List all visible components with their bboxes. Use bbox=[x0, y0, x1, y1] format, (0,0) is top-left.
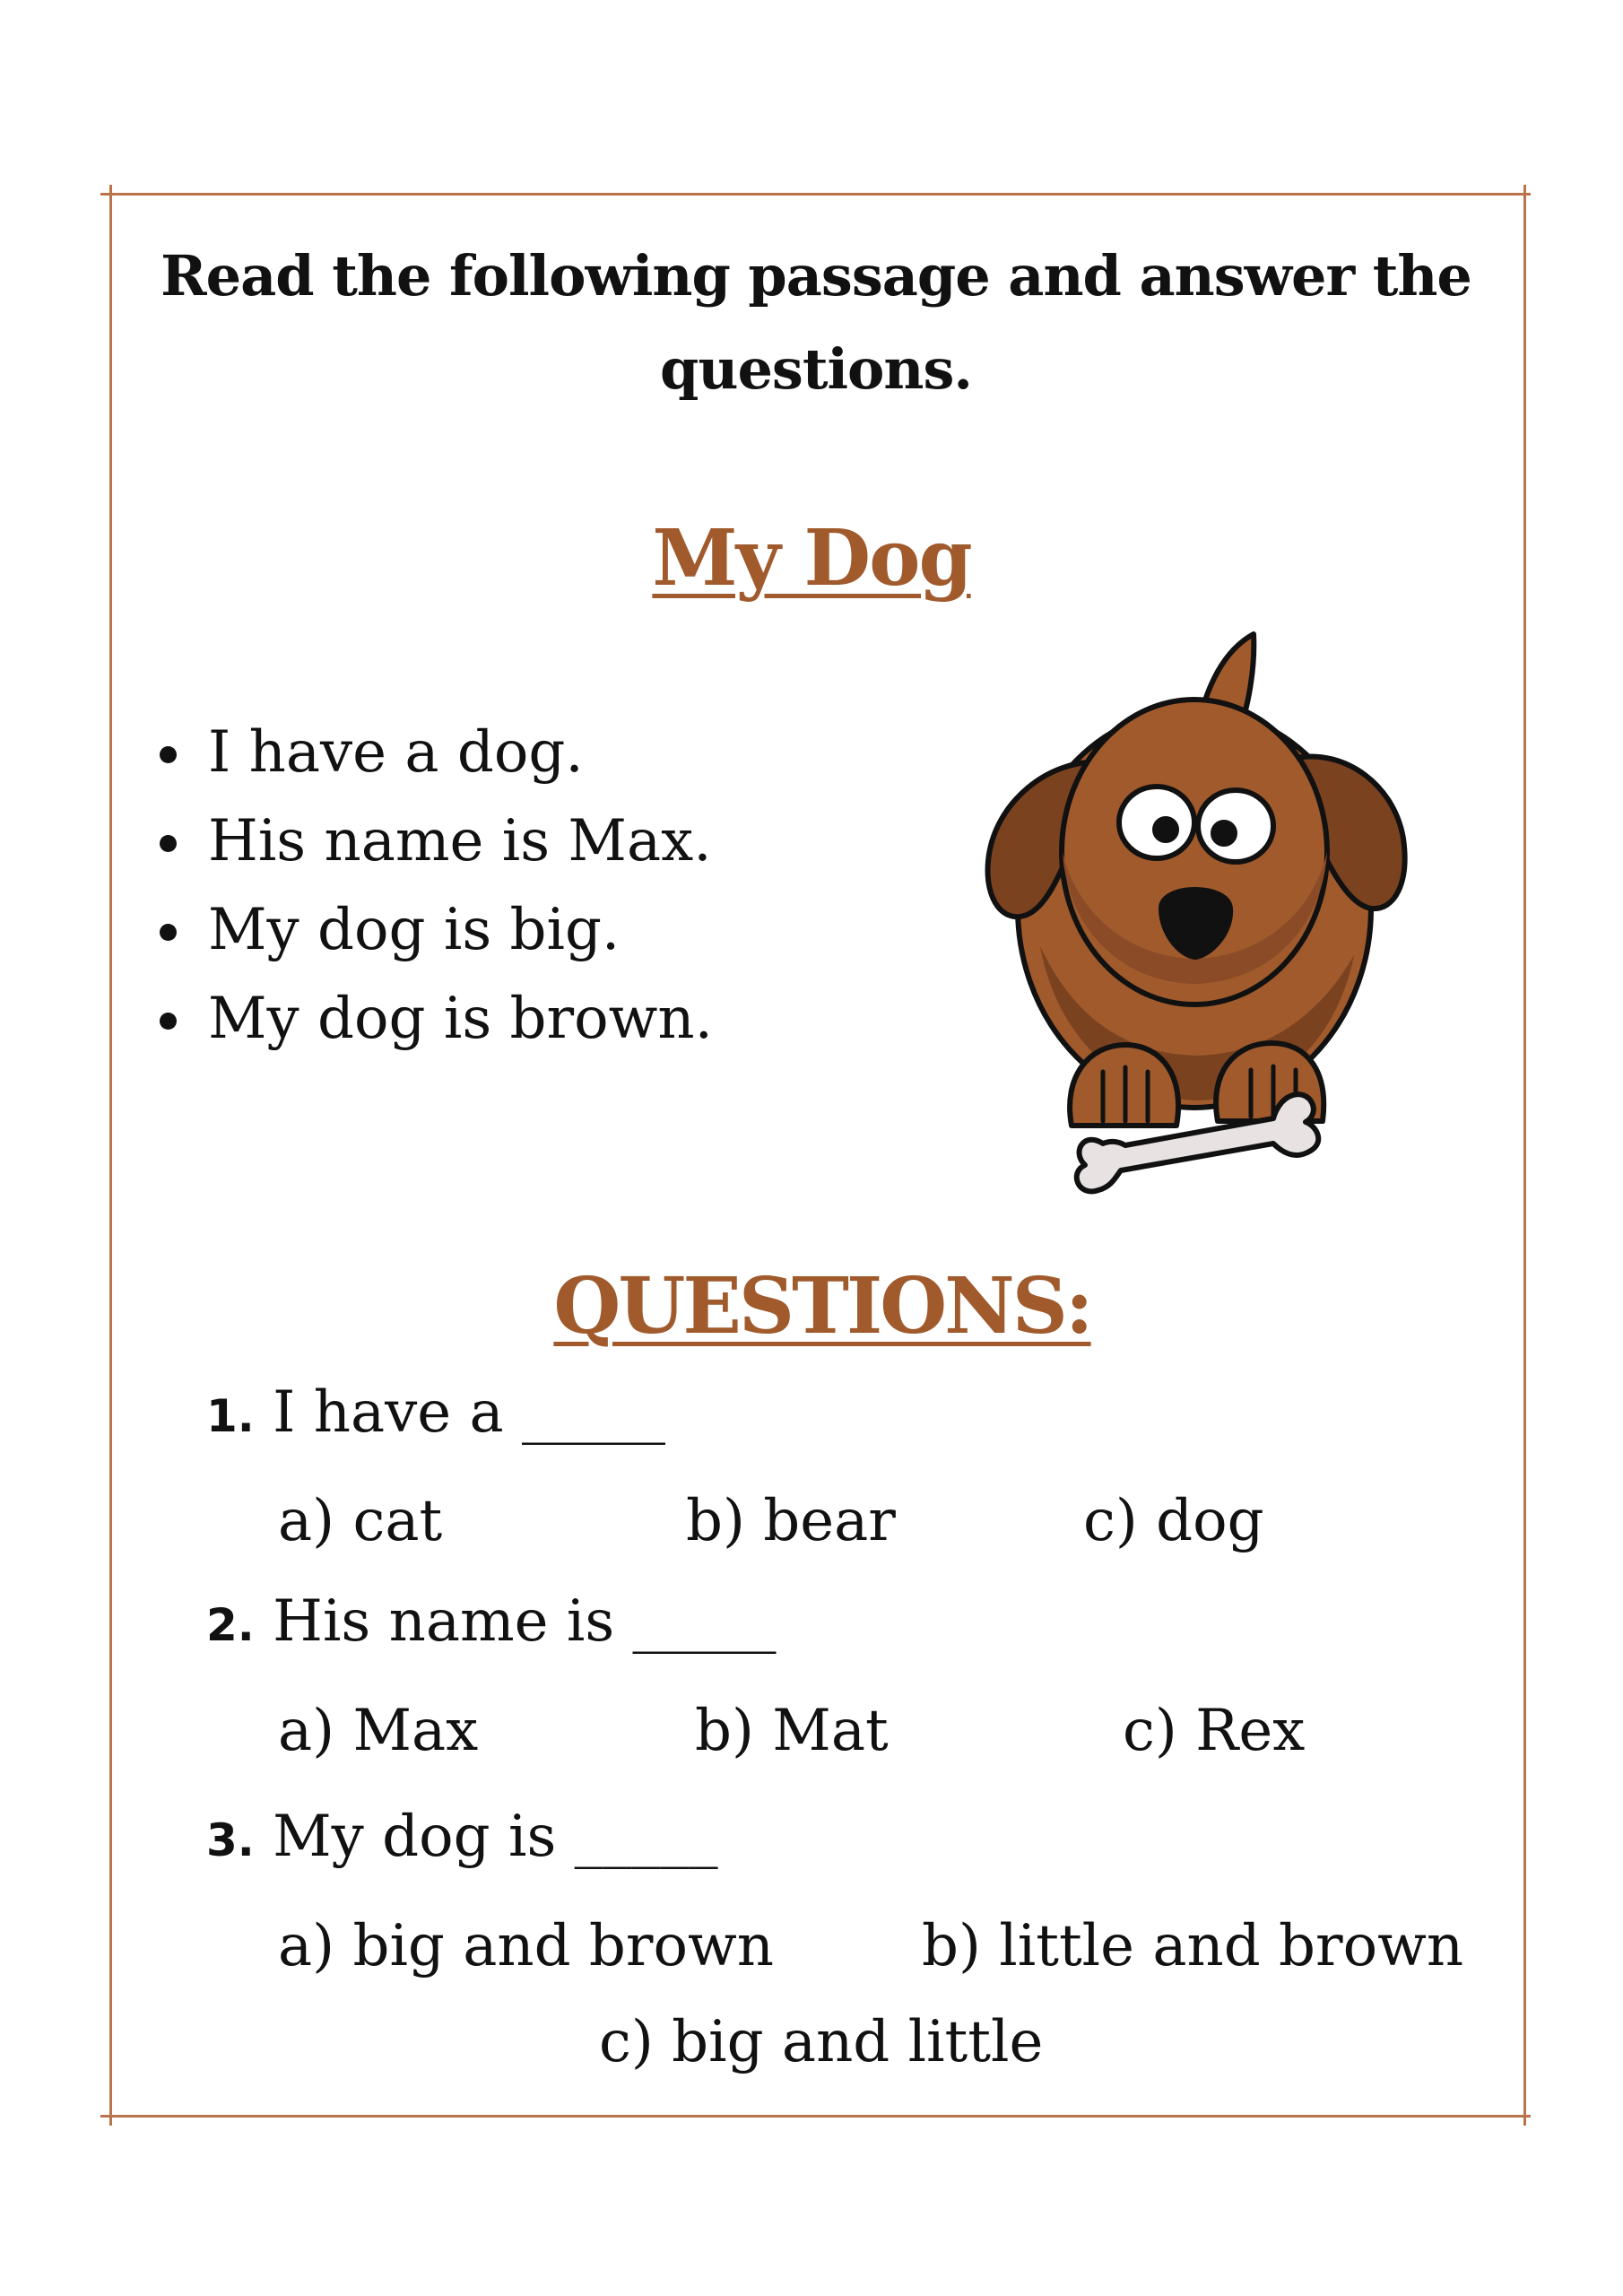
bullet-icon bbox=[160, 924, 177, 941]
story-sentence bbox=[152, 975, 713, 1064]
question-3 bbox=[206, 1801, 718, 1876]
option-3c: c) big and little bbox=[599, 2009, 1044, 2075]
option-3a: a) big and brown bbox=[278, 1913, 774, 1979]
story-sentence bbox=[152, 797, 713, 886]
story-sentence bbox=[152, 886, 713, 975]
questions-heading: QUESTIONS: bbox=[553, 1261, 1091, 1352]
question-text: I have a _____ bbox=[273, 1379, 666, 1446]
option-1b: b) bear bbox=[686, 1488, 896, 1554]
option-2a: a) Max bbox=[278, 1698, 479, 1764]
question-number: 2. bbox=[206, 1599, 255, 1651]
instruction-text bbox=[152, 230, 1480, 416]
option-2b: b) Mat bbox=[695, 1698, 889, 1764]
question-number: 1. bbox=[206, 1390, 255, 1442]
option-3b: b) little and brown bbox=[922, 1913, 1464, 1979]
dog-eye-right bbox=[1198, 790, 1273, 862]
frame-bottom-line bbox=[100, 2115, 1531, 2118]
story-sentence-text: I have a dog. bbox=[208, 719, 584, 786]
bullet-icon bbox=[160, 746, 177, 763]
question-text: His name is _____ bbox=[273, 1588, 777, 1655]
story-sentence-list bbox=[152, 709, 713, 1064]
bullet-icon bbox=[160, 1013, 177, 1030]
option-2c: c) Rex bbox=[1123, 1698, 1306, 1764]
story-sentence bbox=[152, 709, 713, 797]
story-sentence-text: My dog is brown. bbox=[208, 986, 713, 1052]
question-1 bbox=[206, 1377, 665, 1452]
story-title: My Dog bbox=[652, 513, 971, 604]
instruction-line-2: questions. bbox=[660, 336, 972, 402]
question-text: My dog is _____ bbox=[273, 1804, 718, 1870]
bullet-icon bbox=[160, 835, 177, 852]
question-number: 3. bbox=[206, 1814, 255, 1866]
instruction-line-1: Read the following passage and answer the bbox=[161, 243, 1471, 309]
frame-left-line bbox=[109, 185, 112, 2126]
story-sentence-text: His name is Max. bbox=[208, 808, 712, 874]
frame-right-line bbox=[1523, 185, 1526, 2126]
question-2 bbox=[206, 1586, 777, 1661]
cartoon-dog-with-bone-icon bbox=[977, 623, 1417, 1197]
story-sentence-text: My dog is big. bbox=[208, 897, 621, 963]
option-1c: c) dog bbox=[1083, 1488, 1264, 1554]
option-1a: a) cat bbox=[278, 1488, 443, 1554]
frame-top-line bbox=[100, 193, 1531, 196]
